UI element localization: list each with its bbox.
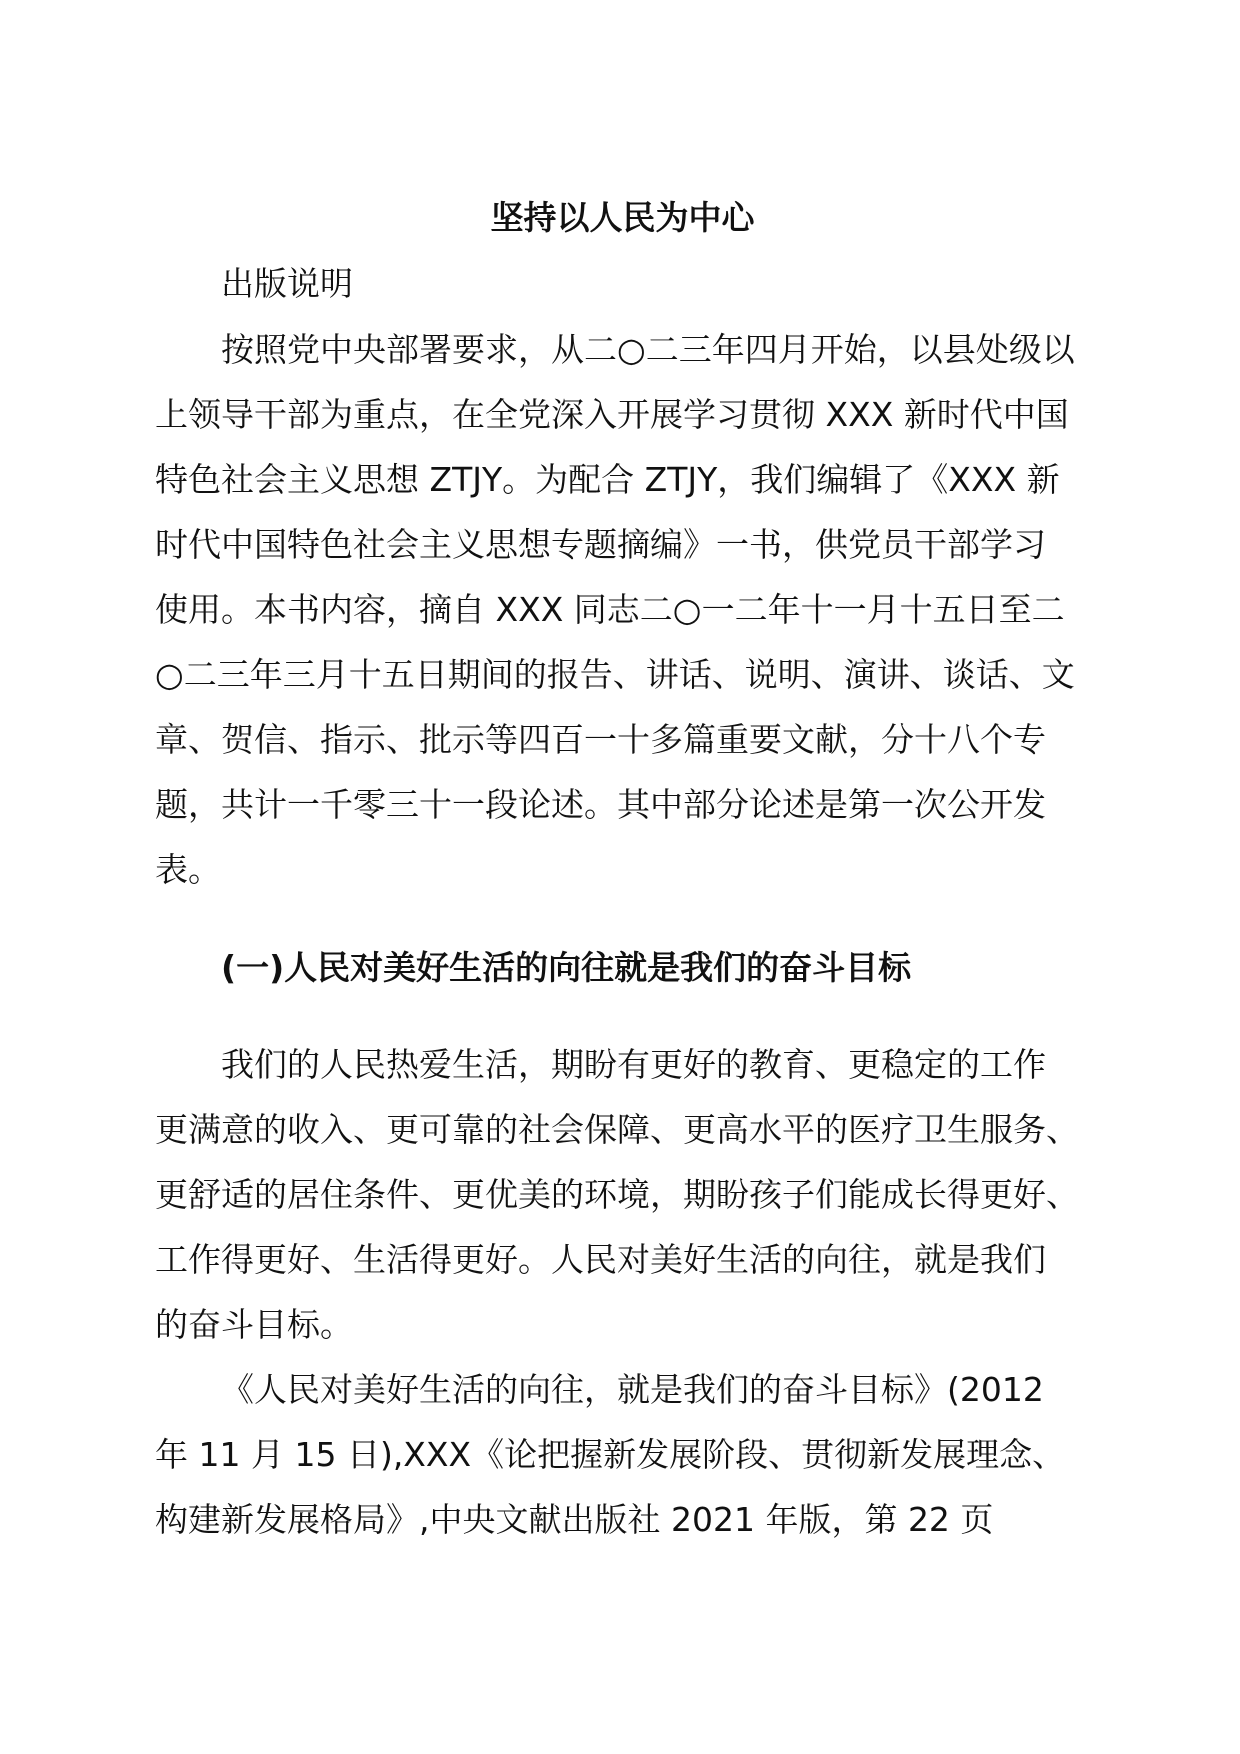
publication-note-label: 出版说明 bbox=[221, 264, 353, 303]
publication-note-line: 章、贺信、指示、批示等四百一十多篇重要文献，分十八个专 bbox=[155, 720, 1046, 759]
citation-line: 构建新发展格局》,中央文献出版社 2021 年版，第 22 页 bbox=[155, 1500, 994, 1539]
document-content bbox=[155, 185, 1090, 1552]
publication-note-line: 特色社会主义思想 ZTJY。为配合 ZTJY，我们编辑了《XXX 新 bbox=[155, 460, 1060, 499]
quote-line: 的奋斗目标。 bbox=[155, 1305, 353, 1344]
publication-note-line: 使用。本书内容，摘自 XXX 同志二○一二年十一月十五日至二 bbox=[155, 590, 1065, 629]
publication-note-line: 上领导干部为重点，在全党深入开展学习贯彻 XXX 新时代中国 bbox=[155, 395, 1069, 434]
citation-line: 《人民对美好生活的向往，就是我们的奋斗目标》(2012 bbox=[221, 1370, 1044, 1409]
citation-paragraph bbox=[155, 1357, 1090, 1552]
quote-line: 更舒适的居住条件、更优美的环境，期盼孩子们能成长得更好、 bbox=[155, 1175, 1079, 1214]
publication-note-line: 表。 bbox=[155, 850, 221, 889]
publication-note-line: 按照党中央部署要求，从二○二三年四月开始，以县处级以 bbox=[221, 330, 1075, 369]
quote-line: 更满意的收入、更可靠的社会保障、更高水平的医疗卫生服务、 bbox=[155, 1110, 1079, 1149]
publication-note-line: ○二三年三月十五日期间的报告、讲话、说明、演讲、谈话、文 bbox=[155, 655, 1075, 694]
section-heading: (一)人民对美好生活的向往就是我们的奋斗目标 bbox=[221, 948, 912, 987]
quote-paragraph bbox=[155, 1032, 1090, 1357]
document-title: 坚持以人民为中心 bbox=[490, 198, 755, 237]
publication-note-paragraph bbox=[155, 317, 1090, 902]
citation-line: 年 11 月 15 日),XXX《论把握新发展阶段、贯彻新发展理念、 bbox=[155, 1435, 1066, 1474]
quote-line: 我们的人民热爱生活，期盼有更好的教育、更稳定的工作 bbox=[221, 1045, 1046, 1084]
publication-note-line: 时代中国特色社会主义思想专题摘编》一书，供党员干部学习 bbox=[155, 525, 1046, 564]
quote-line: 工作得更好、生活得更好。人民对美好生活的向往，就是我们 bbox=[155, 1240, 1046, 1279]
publication-note-line: 题，共计一千零三十一段论述。其中部分论述是第一次公开发 bbox=[155, 785, 1046, 824]
